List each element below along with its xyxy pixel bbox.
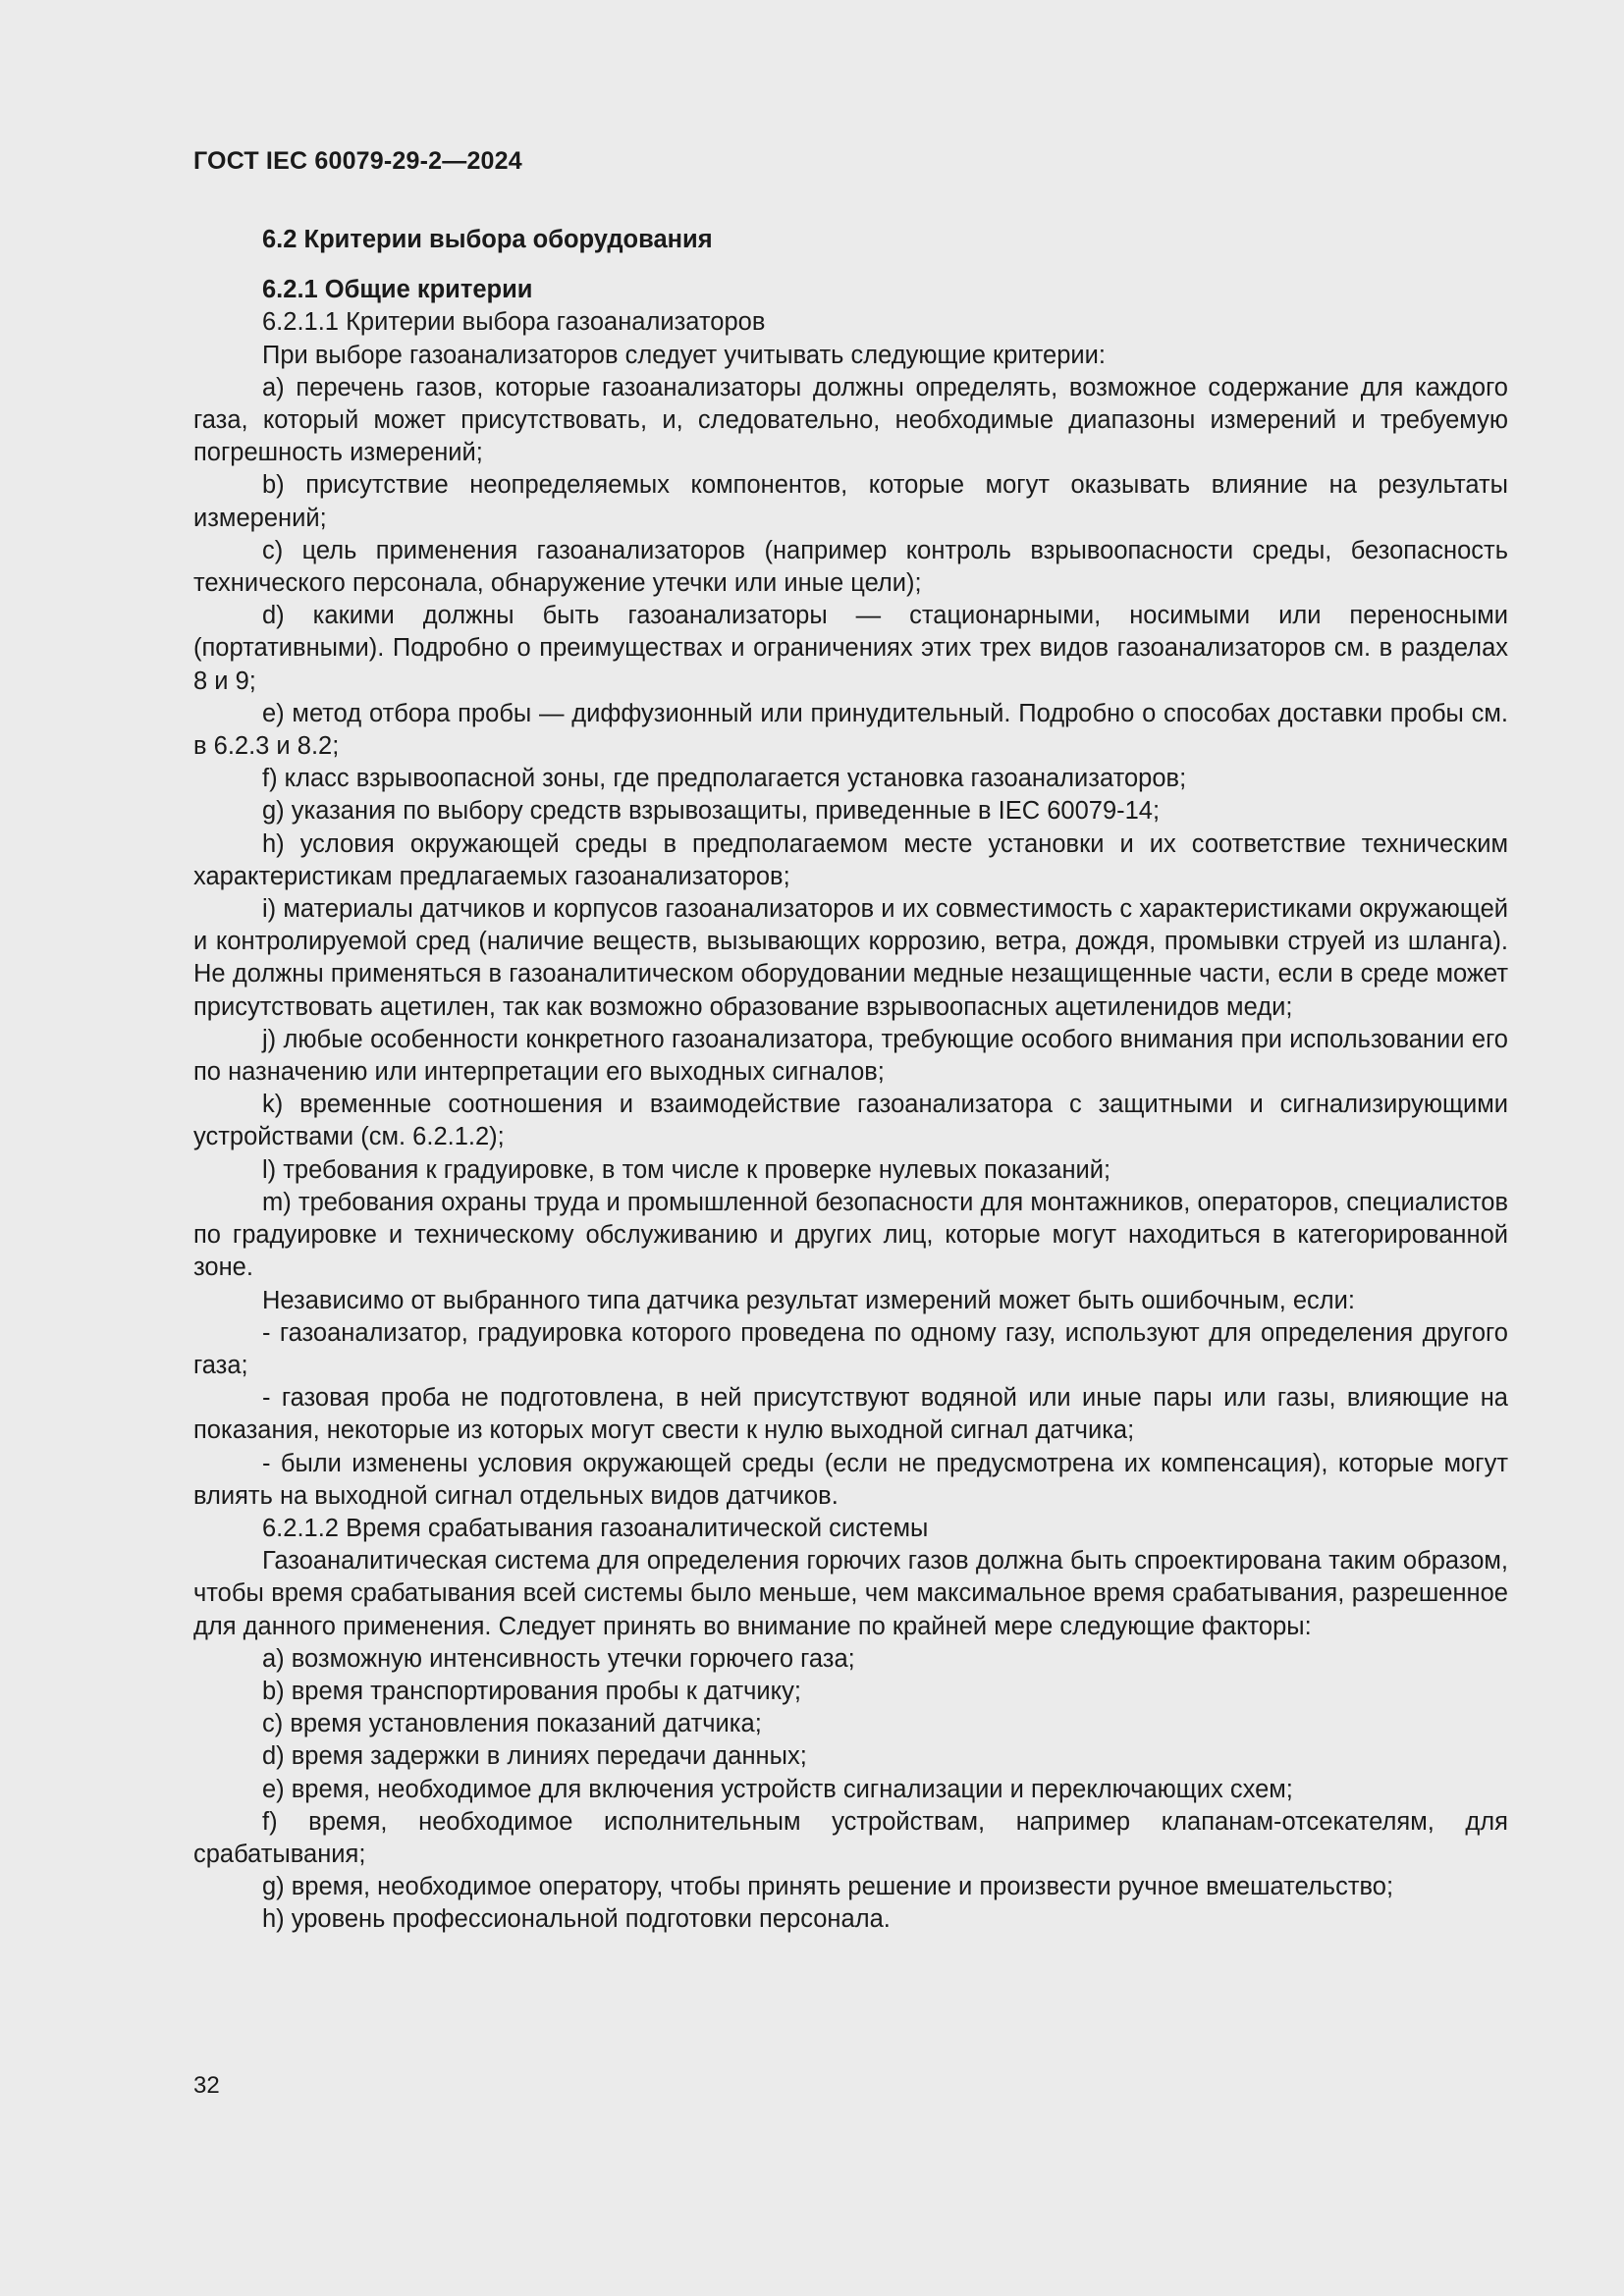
list-item: e) метод отбора пробы — диффузионный или принудительный. Подробно о способах доставки пробы см. в 6.2.3 и 8.2; [193,699,1508,761]
list-item: b) время транспортирования пробы к датчику; [262,1677,801,1705]
list-item: h) уровень профессиональной подготовки персонала. [262,1905,891,1934]
paragraph: Независимо от выбранного типа датчика результат измерений может быть ошибочным, если: [262,1286,1355,1314]
list-item: l) требования к градуировке, в том числе к проверке нулевых показаний; [262,1155,1111,1184]
list-item: i) материалы датчиков и корпусов газоанализаторов и их совместимость с характеристиками окружающей и контролируемой сред (наличие веществ, вызывающих коррозию, ветра, дождя, промывки струей из шланга). Не должны применяться в газоаналитическом оборудовании медные незащищенные части, если в среде может присутствовать ацетилен, так как возможно образование взрывоопасных ацетиленидов меди; [193,895,1508,1021]
list-item: f) класс взрывоопасной зоны, где предполагается установка газоанализаторов; [262,765,1187,793]
list-item: m) требования охраны труда и промышленной безопасности для монтажников, операторов, специалистов по градуировке и техническому обслуживанию и других лиц, которые могут находиться в категорированной зоне. [193,1188,1508,1282]
list-item: b) присутствие неопределяемых компонентов, которые могут оказывать влияние на результаты измерений; [193,471,1508,532]
list-item: g) время, необходимое оператору, чтобы принять решение и произвести ручное вмешательство; [262,1873,1394,1901]
document-code-header: ГОСТ IEC 60079-29-2—2024 [193,147,522,175]
list-item: j) любые особенности конкретного газоанализатора, требующие особого внимания при использовании его по назначению или интерпретации его выходных сигналов; [193,1025,1508,1087]
list-item: c) цель применения газоанализаторов (например контроль взрывоопасности среды, безопасность технического персонала, обнаружение утечки или иные цели); [193,536,1508,598]
list-item: d) какими должны быть газоанализаторы — стационарными, носимыми или переносными (портативными). Подробно о преимуществах и ограничениях этих трех видов газоанализаторов см. в разделах 8 и 9; [193,602,1508,695]
dash-list-item: - были изменены условия окружающей среды (если не предусмотрена их компенсация), которые могут влиять на выходной сигнал отдельных видов датчиков. [193,1449,1508,1510]
list-item: a) возможную интенсивность утечки горючего газа; [262,1644,855,1673]
clause-heading: 6.2.1.1 Критерии выбора газоанализаторов [262,308,766,337]
list-item: d) время задержки в линиях передачи данных; [262,1742,807,1771]
dash-list-item: - газовая проба не подготовлена, в ней присутствуют водяной или иные пары или газы, влияющие на показания, некоторые из которых могут свести к нулю выходной сигнал датчика; [193,1384,1508,1445]
list-item: k) временные соотношения и взаимодействие газоанализатора с защитными и сигнализирующими устройствами (см. 6.2.1.2); [193,1091,1508,1151]
page-number: 32 [193,2072,220,2099]
list-item: h) условия окружающей среды в предполагаемом месте установки и их соответствие техническим характеристикам предлагаемых газоанализаторов; [193,829,1508,890]
paragraph: Газоаналитическая система для определения горючих газов должна быть спроектирована таким образом, чтобы время срабатывания всей системы было меньше, чем максимальное время срабатывания, разрешенное для данного применения. Следует принять во внимание по крайней мере следующие факторы: [193,1547,1508,1640]
subsection-heading: 6.2.1 Общие критерии [262,276,533,304]
clause-heading: 6.2.1.2 Время срабатывания газоаналитической системы [262,1514,929,1542]
paragraph: При выборе газоанализаторов следует учитывать следующие критерии: [262,341,1106,369]
list-item: c) время установления показаний датчика; [262,1710,762,1738]
list-item: f) время, необходимое исполнительным устройствам, например клапанам-отсекателям, для срабатывания; [193,1807,1508,1868]
section-heading: 6.2 Критерии выбора оборудования [262,226,713,253]
list-item: a) перечень газов, которые газоанализаторы должны определять, возможное содержание для каждого газа, который может присутствовать, и, следовательно, необходимые диапазоны измерений и требуемую погрешность измерений; [193,373,1508,467]
document-body [193,224,1508,1937]
dash-list-item: - газоанализатор, градуировка которого проведена по одному газу, используют для определения другого газа; [193,1318,1508,1379]
list-item: g) указания по выбору средств взрывозащиты, приведенные в IEC 60079-14; [262,797,1161,826]
list-item: e) время, необходимое для включения устройств сигнализации и переключающих схем; [262,1775,1293,1803]
